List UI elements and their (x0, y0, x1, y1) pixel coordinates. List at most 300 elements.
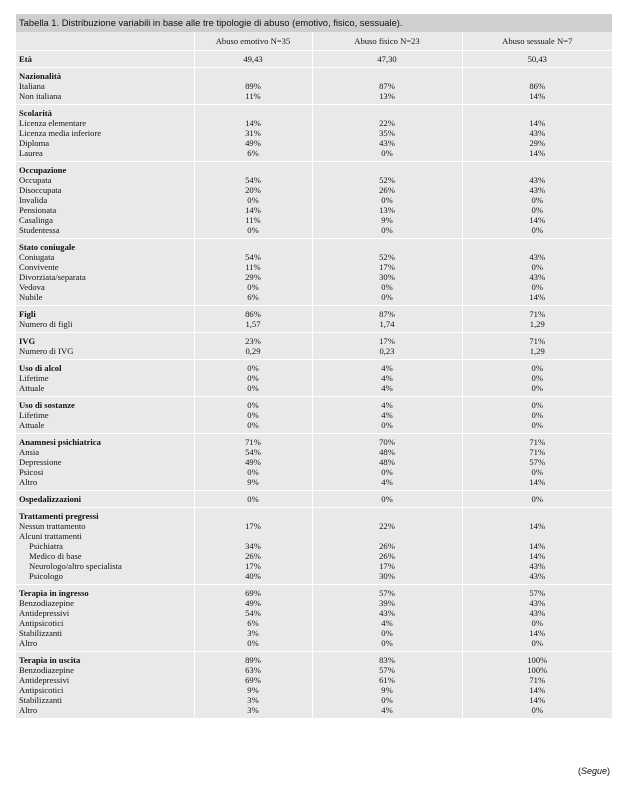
value-cell (462, 508, 612, 585)
value-cell (462, 491, 612, 508)
table-row (16, 333, 612, 360)
cell-value: 48% (379, 447, 395, 457)
cell-value: 0% (247, 282, 259, 292)
cell-value: 4% (381, 383, 393, 393)
value-cell (312, 51, 462, 68)
row-label: Antipsicotici (19, 685, 64, 695)
cell-value: 0% (531, 410, 543, 420)
value-cell (462, 306, 612, 333)
cell-value: 0,23 (379, 346, 395, 356)
value-cell (194, 239, 312, 306)
value-cell (462, 652, 612, 719)
value-cell (462, 434, 612, 491)
row-label: Italiana (19, 81, 45, 91)
row-label: Benzodiazepine (19, 598, 74, 608)
cell-value: 71% (245, 437, 261, 447)
cell-value (195, 242, 312, 252)
cell-value: 1,29 (529, 346, 545, 356)
row-label: Depressione (19, 457, 62, 467)
row-label: Psichiatra (29, 541, 63, 551)
cell-value: 43% (529, 185, 546, 195)
table-container (16, 14, 612, 719)
value-cell (462, 360, 612, 397)
row-label: Antidepressivi (19, 608, 70, 618)
cell-value: 0% (531, 400, 543, 410)
continued-label: Segue (580, 766, 607, 776)
cell-value (313, 242, 462, 252)
cell-value: 0% (247, 373, 259, 383)
cell-value: 26% (379, 551, 395, 561)
value-cell (312, 397, 462, 434)
cell-value: 0% (381, 292, 393, 302)
cell-value: 0% (247, 494, 259, 504)
row-label-cell (16, 51, 194, 68)
cell-value: 9% (247, 685, 259, 695)
cell-value: 86% (529, 81, 546, 91)
cell-value: 49% (245, 457, 261, 467)
row-label: Altro (19, 638, 38, 648)
cell-value: 14% (529, 695, 546, 705)
row-label: Psicologo (29, 571, 63, 581)
value-cell (194, 652, 312, 719)
cell-value (313, 531, 462, 541)
group-heading: IVG (19, 336, 36, 346)
cell-value: 57% (379, 588, 395, 598)
value-cell (194, 306, 312, 333)
cell-value: 43% (529, 252, 546, 262)
value-cell (194, 68, 312, 105)
cell-value: 71% (529, 309, 546, 319)
value-cell (312, 434, 462, 491)
cell-value: 0% (381, 695, 393, 705)
table-row (16, 585, 612, 652)
cell-value: 49% (245, 138, 261, 148)
cell-value: 50,43 (527, 54, 547, 64)
row-label: Licenza media inferiore (19, 128, 102, 138)
row-label: Vedova (19, 282, 45, 292)
cell-value: 0% (531, 262, 543, 272)
cell-value: 0% (381, 195, 393, 205)
row-label-cell (16, 105, 194, 162)
cell-value: 43% (529, 272, 546, 282)
row-label: Invalida (19, 195, 48, 205)
cell-value: 0% (381, 148, 393, 158)
row-label: Nessun trattamento (19, 521, 86, 531)
cell-value: 0,29 (245, 346, 261, 356)
cell-value: 17% (379, 262, 395, 272)
cell-value: 29% (245, 272, 261, 282)
value-cell (312, 491, 462, 508)
cell-value: 0% (381, 467, 393, 477)
group-heading: Terapia in uscita (19, 655, 81, 665)
continued-note: (Segue) (577, 766, 610, 776)
cell-value: 14% (245, 118, 261, 128)
cell-value (463, 71, 613, 81)
group-heading: Figli (19, 309, 36, 319)
cell-value: 69% (245, 675, 261, 685)
value-cell (462, 68, 612, 105)
cell-value (313, 108, 462, 118)
row-label: Ansia (19, 447, 40, 457)
cell-value: 17% (245, 521, 261, 531)
cell-value: 0% (531, 638, 543, 648)
value-cell (312, 508, 462, 585)
row-label-cell (16, 239, 194, 306)
cell-value: 71% (529, 447, 546, 457)
cell-value (463, 165, 613, 175)
cell-value (195, 531, 312, 541)
cell-value: 9% (381, 215, 393, 225)
cell-value: 48% (379, 457, 395, 467)
cell-value (313, 511, 462, 521)
value-cell (194, 360, 312, 397)
table-row (16, 105, 612, 162)
row-label: Benzodiazepine (19, 665, 74, 675)
cell-value: 87% (379, 81, 395, 91)
cell-value: 49,43 (243, 54, 263, 64)
value-cell (194, 105, 312, 162)
value-cell (312, 652, 462, 719)
cell-value: 13% (379, 91, 395, 101)
header-cell-label (16, 32, 194, 51)
row-label: Stabilizzanti (19, 695, 62, 705)
cell-value: 11% (245, 262, 261, 272)
row-label: Coniugata (19, 252, 55, 262)
value-cell (194, 397, 312, 434)
cell-value: 17% (245, 561, 261, 571)
cell-value: 57% (529, 588, 546, 598)
cell-value: 0% (531, 467, 543, 477)
group-heading: Trattamenti pregressi (19, 511, 99, 521)
cell-value: 30% (379, 272, 395, 282)
row-label: Divorziata/separata (19, 272, 86, 282)
group-heading: Uso di sostanze (19, 400, 75, 410)
cell-value: 0% (381, 282, 393, 292)
cell-value (195, 165, 312, 175)
cell-value: 0% (247, 638, 259, 648)
cell-value: 6% (247, 148, 259, 158)
cell-value: 0% (247, 420, 259, 430)
cell-value: 83% (379, 655, 395, 665)
cell-value: 0% (531, 618, 543, 628)
cell-value: 26% (379, 185, 395, 195)
row-label: Disoccupata (19, 185, 62, 195)
cell-value: 6% (247, 292, 259, 302)
cell-value: 11% (245, 91, 261, 101)
cell-value: 40% (245, 571, 261, 581)
value-cell (462, 397, 612, 434)
cell-value: 47,30 (377, 54, 397, 64)
cell-value: 0% (381, 420, 393, 430)
table-row (16, 239, 612, 306)
cell-value (195, 71, 312, 81)
row-label: Attuale (19, 383, 45, 393)
cell-value: 4% (381, 363, 393, 373)
cell-value: 11% (245, 215, 261, 225)
cell-value: 20% (245, 185, 261, 195)
cell-value: 0% (247, 195, 259, 205)
row-label-cell (16, 652, 194, 719)
row-label-cell (16, 491, 194, 508)
row-label: Medico di base (29, 551, 82, 561)
value-cell (194, 434, 312, 491)
value-cell (462, 585, 612, 652)
value-cell (462, 51, 612, 68)
cell-value: 30% (379, 571, 395, 581)
row-label: Laurea (19, 148, 43, 158)
table-row (16, 508, 612, 585)
row-label: Convivente (19, 262, 59, 272)
row-label: Lifetime (19, 373, 49, 383)
group-heading: Anamnesi psichiatrica (19, 437, 101, 447)
cell-value (463, 511, 613, 521)
row-label-cell (16, 508, 194, 585)
cell-value: 0% (531, 494, 543, 504)
data-table (16, 32, 612, 719)
cell-value: 14% (529, 477, 546, 487)
value-cell (462, 105, 612, 162)
row-label: Occupata (19, 175, 52, 185)
cell-value: 6% (247, 618, 259, 628)
cell-value: 52% (379, 252, 395, 262)
cell-value: 1,74 (379, 319, 395, 329)
value-cell (312, 105, 462, 162)
row-label: Numero di figli (19, 319, 73, 329)
value-cell (312, 306, 462, 333)
cell-value: 57% (529, 457, 546, 467)
value-cell (462, 239, 612, 306)
group-heading: Nazionalità (19, 71, 62, 81)
table-caption: Tabella 1. Distribuzione variabili in base alle tre tipologie di abuso (emotivo, fisico, sessuale). (16, 14, 612, 32)
cell-value: 43% (529, 128, 546, 138)
row-label: Casalinga (19, 215, 53, 225)
cell-value: 43% (379, 608, 395, 618)
group-heading: Scolarità (19, 108, 52, 118)
value-cell (194, 491, 312, 508)
group-heading: Uso di alcol (19, 363, 62, 373)
cell-value: 14% (529, 541, 546, 551)
cell-value: 4% (381, 477, 393, 487)
value-cell (194, 585, 312, 652)
header-cell-sessuale: Abuso sessuale N=7 (462, 32, 612, 51)
cell-value: 14% (529, 148, 546, 158)
cell-value: 29% (529, 138, 546, 148)
cell-value: 9% (247, 477, 259, 487)
table-row (16, 162, 612, 239)
row-label: Altro (19, 477, 38, 487)
header-row (16, 32, 612, 51)
cell-value: 54% (245, 175, 261, 185)
table-row (16, 652, 612, 719)
cell-value: 1,29 (529, 319, 545, 329)
value-cell (194, 508, 312, 585)
group-heading: Occupazione (19, 165, 67, 175)
value-cell (312, 239, 462, 306)
value-cell (462, 333, 612, 360)
cell-value: 0% (247, 400, 259, 410)
cell-value: 100% (527, 665, 548, 675)
cell-value: 89% (245, 81, 261, 91)
cell-value: 4% (381, 373, 393, 383)
row-label: Antidepressivi (19, 675, 70, 685)
cell-value: 22% (379, 521, 395, 531)
row-label-cell (16, 360, 194, 397)
row-label: Stabilizzanti (19, 628, 62, 638)
cell-value: 14% (529, 685, 546, 695)
cell-value: 69% (245, 588, 261, 598)
row-label-cell (16, 397, 194, 434)
row-label-cell (16, 585, 194, 652)
value-cell (462, 162, 612, 239)
cell-value: 71% (529, 437, 546, 447)
cell-value: 63% (245, 665, 261, 675)
cell-value: 43% (529, 608, 546, 618)
cell-value: 0% (531, 205, 543, 215)
cell-value: 4% (381, 705, 393, 715)
table-row (16, 491, 612, 508)
cell-value: 0% (531, 420, 543, 430)
cell-value: 0% (247, 225, 259, 235)
cell-value: 34% (245, 541, 261, 551)
value-cell (312, 585, 462, 652)
row-label: Numero di IVG (19, 346, 74, 356)
cell-value: 86% (245, 309, 261, 319)
cell-value: 54% (245, 252, 261, 262)
cell-value: 57% (379, 665, 395, 675)
cell-value: 87% (379, 309, 395, 319)
cell-value (195, 108, 312, 118)
cell-value: 14% (529, 628, 546, 638)
cell-value: 0% (531, 383, 543, 393)
row-label-cell (16, 162, 194, 239)
row-label: Studentessa (19, 225, 60, 235)
cell-value: 0% (531, 705, 543, 715)
table-row (16, 306, 612, 333)
cell-value: 35% (379, 128, 395, 138)
row-label: Psicosi (19, 467, 44, 477)
cell-value: 52% (379, 175, 395, 185)
cell-value: 0% (247, 363, 259, 373)
cell-value: 0% (381, 628, 393, 638)
cell-value: 71% (529, 336, 546, 346)
row-label: Attuale (19, 420, 45, 430)
header-cell-fisico: Abuso fisico N=23 (312, 32, 462, 51)
cell-value: 17% (379, 561, 395, 571)
cell-value: 0% (247, 383, 259, 393)
cell-value: 31% (245, 128, 261, 138)
table-row (16, 68, 612, 105)
cell-value: 4% (381, 410, 393, 420)
cell-value: 26% (379, 541, 395, 551)
cell-value: 4% (381, 400, 393, 410)
value-cell (194, 162, 312, 239)
row-label-cell (16, 333, 194, 360)
value-cell (194, 333, 312, 360)
row-label: Pensionata (19, 205, 57, 215)
cell-value (313, 71, 462, 81)
cell-value: 14% (529, 551, 546, 561)
row-label: Altro (19, 705, 38, 715)
cell-value: 13% (379, 205, 395, 215)
group-heading: Età (19, 54, 32, 64)
cell-value: 0% (381, 638, 393, 648)
cell-value: 54% (245, 608, 261, 618)
row-label: Lifetime (19, 410, 49, 420)
cell-value (195, 511, 312, 521)
table-row (16, 397, 612, 434)
cell-value: 14% (529, 521, 546, 531)
cell-value: 43% (529, 598, 546, 608)
value-cell (312, 162, 462, 239)
row-label-cell (16, 306, 194, 333)
cell-value: 70% (379, 437, 395, 447)
row-label: Nubile (19, 292, 43, 302)
value-cell (312, 68, 462, 105)
cell-value: 9% (381, 685, 393, 695)
cell-value: 0% (381, 494, 393, 504)
group-heading: Terapia in ingresso (19, 588, 89, 598)
value-cell (312, 360, 462, 397)
cell-value: 43% (529, 175, 546, 185)
cell-value: 3% (247, 705, 259, 715)
row-label: Antipsicotici (19, 618, 64, 628)
cell-value: 0% (531, 373, 543, 383)
cell-value (463, 242, 613, 252)
row-label: Neurologo/altro specialista (29, 561, 122, 571)
value-cell (312, 333, 462, 360)
table-row (16, 51, 612, 68)
cell-value: 14% (245, 205, 261, 215)
cell-value: 14% (529, 215, 546, 225)
cell-value: 54% (245, 447, 261, 457)
cell-value: 61% (379, 675, 395, 685)
cell-value: 0% (531, 282, 543, 292)
cell-value: 0% (531, 195, 543, 205)
table-row (16, 360, 612, 397)
cell-value: 0% (247, 410, 259, 420)
cell-value: 100% (527, 655, 548, 665)
cell-value: 71% (529, 675, 546, 685)
cell-value: 22% (379, 118, 395, 128)
cell-value: 43% (529, 561, 546, 571)
cell-value: 0% (247, 467, 259, 477)
cell-value: 17% (379, 336, 395, 346)
group-heading: Stato coniugale (19, 242, 76, 252)
cell-value: 14% (529, 91, 546, 101)
cell-value: 14% (529, 292, 546, 302)
cell-value: 14% (529, 118, 546, 128)
row-label-cell (16, 434, 194, 491)
cell-value: 43% (529, 571, 546, 581)
cell-value: 89% (245, 655, 261, 665)
row-label: Licenza elementare (19, 118, 87, 128)
cell-value: 3% (247, 695, 259, 705)
cell-value (313, 165, 462, 175)
value-cell (194, 51, 312, 68)
cell-value: 39% (379, 598, 395, 608)
cell-value: 43% (379, 138, 395, 148)
cell-value: 49% (245, 598, 261, 608)
cell-value (463, 108, 613, 118)
header-cell-emotivo: Abuso emotivo N=35 (194, 32, 312, 51)
cell-value: 3% (247, 628, 259, 638)
cell-value: 26% (245, 551, 261, 561)
row-label: Alcuni trattamenti (19, 531, 82, 541)
cell-value: 4% (381, 618, 393, 628)
row-label: Diploma (19, 138, 50, 148)
cell-value (463, 531, 613, 541)
group-heading: Ospedalizzazioni (19, 494, 82, 504)
